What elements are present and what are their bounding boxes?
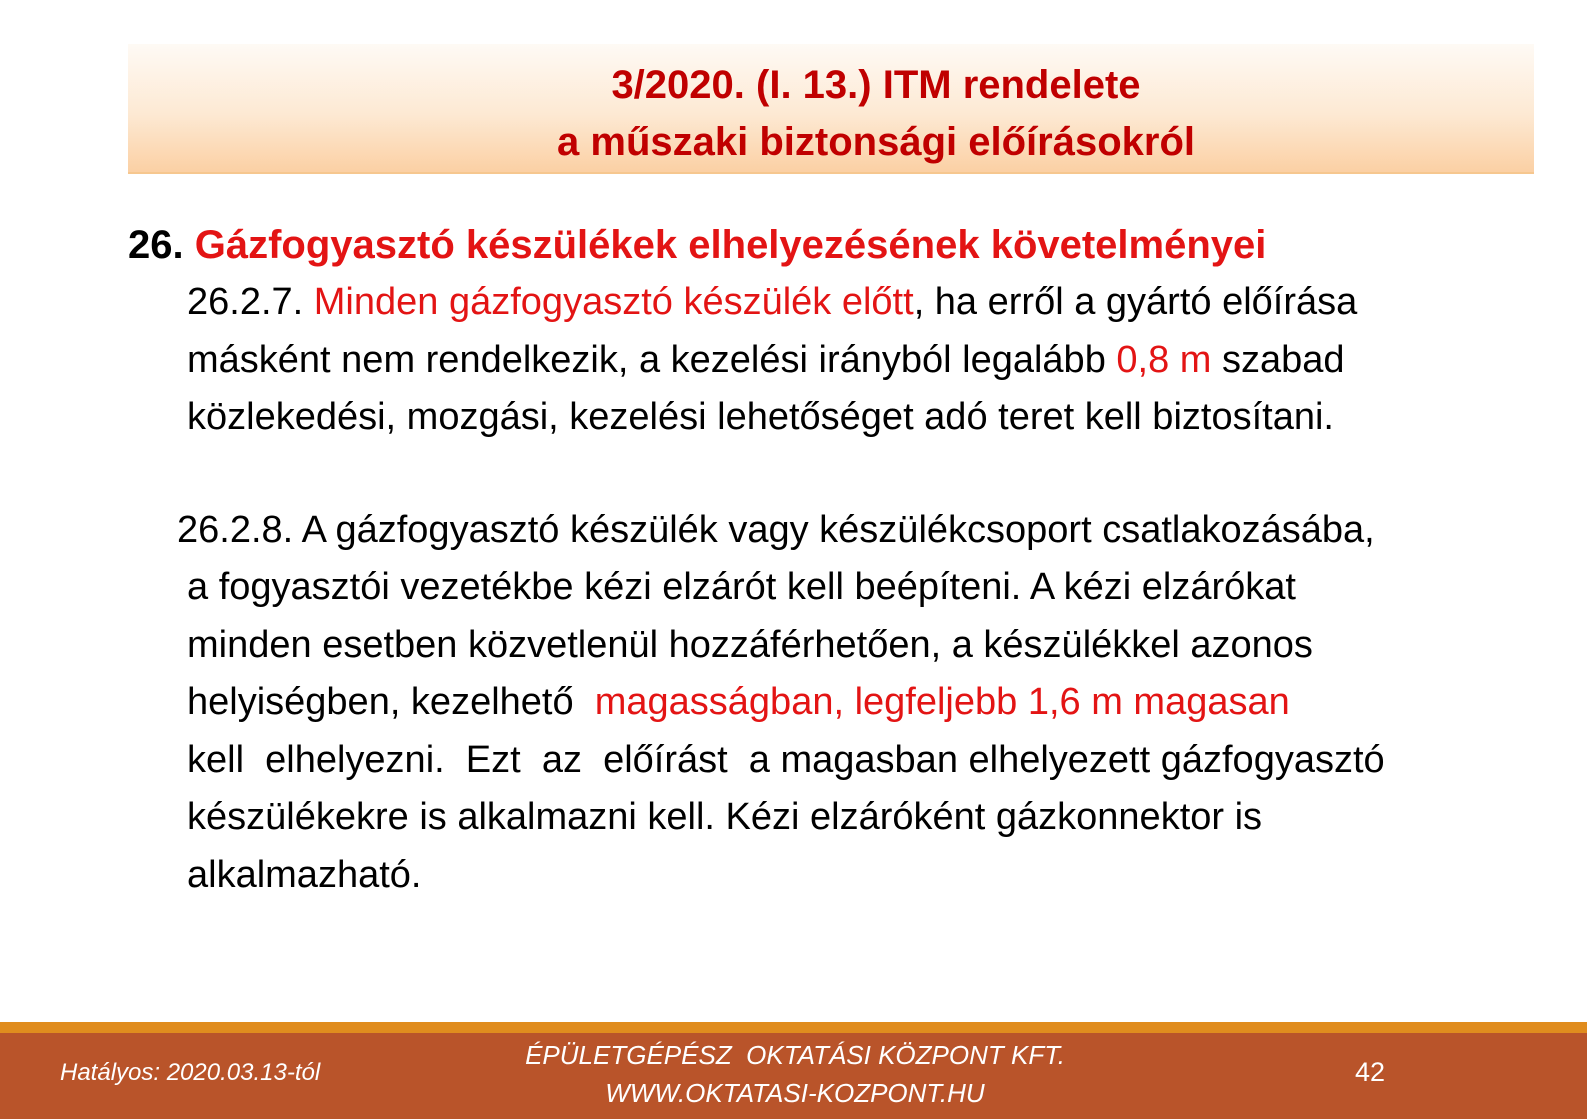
paragraph-line — [187, 332, 1548, 390]
footer-website: WWW.OKTATASI-KOZPONT.HU — [605, 1078, 985, 1108]
section-title: Gázfogyasztó készülékek elhelyezésének követelményei — [194, 223, 1267, 267]
paragraph-line: kell elhelyezni. Ezt az előírást a magasban elhelyezett gázfogyasztó — [187, 738, 1385, 781]
text-segment: szabad — [1222, 338, 1345, 381]
footer-organization — [500, 1036, 1090, 1112]
paragraph-line: 26.2.8. A gázfogyasztó készülék vagy készülékcsoport csatlakozásába, — [177, 508, 1375, 551]
paragraph-line: minden esetben közvetlenül hozzáférhetően, a készülékkel azonos — [187, 623, 1313, 666]
section-heading — [128, 216, 1548, 274]
slide-content — [128, 216, 1548, 904]
paragraph-line: készülékekre is alkalmazni kell. Kézi elzáróként gázkonnektor is — [187, 796, 1263, 838]
slide-title-line-2: a műszaki biztonsági előírásokról — [557, 120, 1195, 164]
highlighted-text: Minden gázfogyasztó készülék előtt — [313, 281, 914, 323]
clause-number: 26.2.7. — [187, 281, 304, 323]
paragraph-line — [187, 274, 1548, 332]
slide-title-line-1: 3/2020. (I. 13.) ITM rendelete — [611, 63, 1141, 107]
text-segment: helyiségben, kezelhető — [187, 681, 574, 723]
footer-accent-stripe — [0, 1022, 1587, 1033]
slide-footer — [0, 1033, 1587, 1119]
paragraph-line: közlekedési, mozgási, kezelési lehetőséget adó teret kell biztosítani. — [187, 396, 1334, 438]
paragraph-line: a fogyasztói vezetékbe kézi elzárót kell beépíteni. A kézi elzárókat — [187, 566, 1296, 608]
paragraph-26-2-7 — [128, 274, 1548, 447]
paragraph-26-2-8 — [128, 502, 1548, 905]
highlighted-text: magasságban, legfeljebb 1,6 m magasan — [594, 681, 1290, 723]
paragraph-line: alkalmazható. — [187, 853, 422, 896]
slide-title-box — [128, 44, 1534, 174]
text-segment: másként nem rendelkezik, a kezelési irányból legalább — [187, 338, 1106, 381]
text-segment: , ha erről a gyártó előírása — [913, 281, 1358, 323]
section-number: 26. — [128, 223, 184, 267]
highlighted-text: 0,8 m — [1116, 338, 1212, 381]
page-number: 42 — [1355, 1057, 1386, 1087]
footer-org-name: ÉPÜLETGÉPÉSZ OKTATÁSI KÖZPONT KFT. — [525, 1040, 1065, 1070]
footer-effective-date: Hatályos: 2020.03.13-tól — [60, 1059, 321, 1086]
paragraph-line — [187, 674, 1548, 732]
